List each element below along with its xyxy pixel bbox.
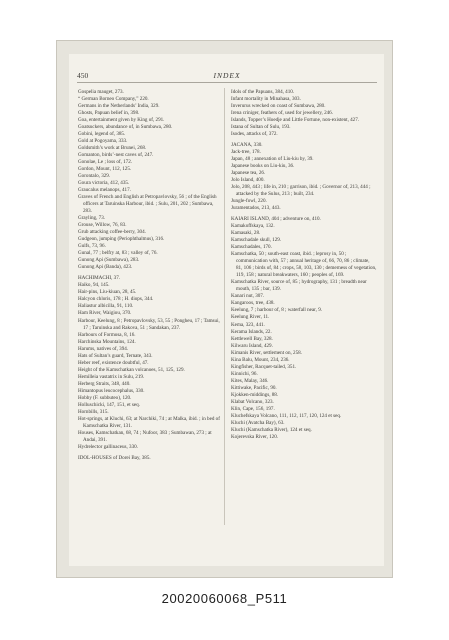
index-entry: Hornbills, 315.	[78, 408, 109, 415]
index-entry: Kittiwake, Pacific, 90.	[231, 384, 277, 391]
index-entry: Hair-pins, Liu-kiuan, 28, 45.	[78, 289, 137, 296]
index-entry: Kamschadales, 170.	[231, 244, 272, 251]
index-entry: Gunong Api (Sumbawa), 283.	[78, 257, 140, 264]
index-entry: Kluchi (Avatcha Bay), 63.	[231, 419, 285, 426]
index-entry: Inverurus wrecked on coast of Sumbawa, 280.	[231, 103, 326, 110]
index-entry: HACHIMACHI, 37.	[78, 275, 121, 282]
index-entry: Kingfisher, Racquet-tailed, 351.	[231, 363, 297, 370]
scan-caption: 20020060068_P511	[161, 591, 288, 606]
index-entry: Graucalus melanops, 417.	[78, 187, 131, 194]
page-number: 450	[77, 71, 89, 80]
index-entry: Kettlewell Bay, 328.	[231, 335, 273, 342]
index-entry: Grouse, Willow, 76, 83.	[78, 222, 127, 229]
index-entry: Irena criniger, feathers of, used for jewellery, 246.	[231, 110, 334, 117]
index-entry: Kamakoffskaya, 132.	[231, 223, 275, 230]
index-entry: Height of the Kamschatkan volcanoes, 51, 125, 129.	[78, 366, 185, 373]
index-entry: Gonolae, Le ; loss of, 172.	[78, 159, 133, 166]
header-rule	[77, 82, 377, 83]
index-entry: Idols of the Papuans, 384, 410.	[231, 89, 295, 95]
index-entry: Halcyon chloris, 178 ; H. diops, 344.	[78, 296, 154, 303]
index-entry: Himantopus leucocephalus, 330.	[78, 387, 145, 394]
index-entry: Kinnichi, 96.	[231, 370, 258, 377]
index-entry: IDOL-HOUSES of Dorei Bay, 385.	[78, 454, 151, 461]
index-entry: Gordon, Mount, 112, 125.	[78, 166, 132, 173]
index-entry: Haiko, 94, 145.	[78, 282, 110, 289]
index-entry: Gorontalo, 329.	[78, 173, 111, 180]
index-entry: Gulfs, 73, 96.	[78, 243, 106, 250]
index-entry: Holluschicki, 147, 151, et seq.	[78, 401, 140, 408]
index-entry: Goura victoria, 412, 435.	[78, 180, 130, 187]
index-entry: Kamasaki, 28.	[231, 230, 261, 237]
index-entry: Heber reef, existence doubtful, 47.	[78, 359, 149, 366]
index-entry: Klin, Cape, 156, 197.	[231, 405, 275, 412]
index-entry: Jungle-fowl, 220.	[231, 198, 267, 205]
index-entry: Jack-tree, 178.	[231, 149, 261, 156]
column-divider	[224, 88, 225, 525]
index-entry: Kanari nut, 307.	[231, 293, 265, 300]
index-entry: Hobby (F. subbuteo), 120.	[78, 394, 132, 401]
index-entry: Jolo, 208, 443 ; life in, 210 ; garrison, ibid. ; Governor of, 213, 444 ; attacked by the Sulus, 213 ; built, 234.	[231, 184, 371, 198]
index-entry: Hydrelector gallinaceus, 330.	[78, 443, 138, 450]
index-entry: Kjokken-middings, 88.	[231, 391, 279, 398]
index-entry: Hemilleia vastatrix in Sulu, 219.	[78, 373, 145, 380]
index-entry: Graves of French and English at Petropavlovsky, 56 ; of the English officers at Taruinska Harbour, ibid. ; Sulu, 201, 202 ; Sumbawa, 283.	[78, 194, 217, 215]
index-entry: JACANA, 330.	[231, 142, 263, 149]
index-entry: “ German Borneo Company,” 220.	[78, 96, 149, 103]
index-entry: Kamschatka River, source of, 85 ; hydrography, 131 ; breadth near mouth, 135 ; bar, 139.	[231, 279, 367, 293]
index-entry: Gobini, legend of, 385.	[78, 131, 126, 138]
index-entry: Islands, Topper’s Hoedje and Little Fortune, non-existent, 427.	[231, 117, 360, 124]
index-entry: Harbour, Keelung, 8 ; Petropavlovsky, 53, 55 ; Pongheu, 17 ; Tamsui, 17 ; Taruinska and Rakova, 51 ; Sandakan, 237.	[78, 317, 220, 331]
index-entry: Goldsmith’s work at Brunei, 268.	[78, 145, 147, 152]
index-entry: Houses, Kamschatkan, 68, 74 ; Nufoor, 383 ; Sumbawan, 273 ; at Andai, 391.	[78, 429, 212, 443]
index-entry: Kina Balu, Mount, 234, 236.	[231, 356, 290, 363]
index-entry: Kimanis River, settlement on, 258.	[231, 349, 302, 356]
index-entry: Isodes, attacks of, 372.	[231, 131, 278, 138]
index-entry: Istana of Sultan of Sulu, 193.	[231, 124, 291, 131]
index-entry: Goatsuckers, abundance of, in Sumbawa, 280.	[78, 124, 173, 131]
index-entry: Goa, entertainment given by King of, 291.	[78, 117, 165, 124]
index-column-right	[231, 89, 377, 441]
index-entry: Gunal, 77 ; belfry at, 83 ; valley of, 76.	[78, 250, 158, 257]
index-entry: Kojerevska River, 120.	[231, 433, 279, 440]
index-entry: Keelung River, 11.	[231, 314, 270, 321]
index-entry: KAIARI ISLAND, 404 ; adventure on, 410.	[231, 216, 321, 223]
index-entry: Japanese books on Liu-kiu, 36.	[231, 163, 295, 170]
index-entry: Harchinska Mountains, 124.	[78, 338, 136, 345]
index-entry: Ghosts, Papuan belief in, 398.	[78, 110, 140, 117]
page-header	[77, 71, 377, 81]
index-entry: Infant mortality in Minahasa, 303.	[231, 96, 301, 103]
index-entry: Kangaroos, tree, 438.	[231, 300, 275, 307]
index-entry: Hats of Sultan’s guard, Ternate, 343.	[78, 352, 153, 359]
index-entry: Gunong Api (Banda), 423.	[78, 264, 133, 271]
index-entry: Harbours of Formosa, 8, 16.	[78, 331, 136, 338]
index-entry: Gold at Pogoyama, 333.	[78, 138, 128, 145]
index-entry: Kema, 323, 441.	[231, 321, 265, 328]
index-entry: Japan, 48 ; annexation of Liu-kiu by, 39.	[231, 156, 314, 163]
index-entry: Keelung, 7 ; harbour of, 8 ; waterfall near, 9.	[231, 307, 323, 314]
index-entry: Grub attacking coffee-berry, 304.	[78, 229, 146, 236]
index-entry: Gomanton, birds’-nest caves of, 247.	[78, 152, 154, 159]
index-entry: Germans in the Netherlands’ India, 329.	[78, 103, 160, 110]
index-entry: Klabat Volcano, 323.	[231, 398, 274, 405]
index-entry: Hot-springs, at Kluchi, 63; at Narchiki, 74 ; at Malka, ibid. ; in bed of Kamschatka River, 131.	[78, 415, 220, 429]
index-entry: Herberg Straits, 348, 440.	[78, 380, 131, 387]
index-entry: Grayling, 73.	[78, 215, 106, 222]
index-entry: Juramentados, 213, 443.	[231, 205, 281, 212]
index-entry: Japanese tea, 26.	[231, 170, 266, 177]
index-entry: Kamschadale skull, 129.	[231, 237, 282, 244]
index-entry: Harums, natives of, 394.	[78, 345, 129, 352]
index-column-left	[78, 89, 220, 462]
index-entry: Haliastur albicilla, 91, 110.	[78, 303, 134, 310]
index-entry: Kamschatka, 50 ; south-east coast, ibid. ; leprosy in, 50 ; communication with, 57 ; annual heritage of, 66, 70, 86 ; climate, 81, 106 ; birds of, 84 ; crops, 58, 103, 130 ; demerness of vegetation, 119, 158 ; natural breakwaters, 160 ; peoples of, 169.	[231, 251, 377, 279]
index-entry: Gudgeon, jumping (Periophthalmus), 316.	[78, 236, 165, 243]
index-entry: Kerama Islands, 22.	[231, 328, 272, 335]
index-entry: Kites, Malay, 346.	[231, 377, 269, 384]
index-entry: Kluchefskaya Volcano, 111, 112, 117, 120, 124 et seq.	[231, 412, 342, 419]
index-entry: Jolo Island, 400.	[231, 177, 265, 184]
index-entry: Ham River, Waigiou, 370.	[78, 310, 132, 317]
index-entry: Gospelia mauget, 273.	[78, 89, 124, 95]
book-page	[69, 54, 384, 566]
index-entry: Kluchi (Kamschatka River), 124 et seq.	[231, 426, 312, 433]
running-head: INDEX	[213, 71, 241, 80]
index-entry: Kilwaru Island, 429.	[231, 342, 273, 349]
